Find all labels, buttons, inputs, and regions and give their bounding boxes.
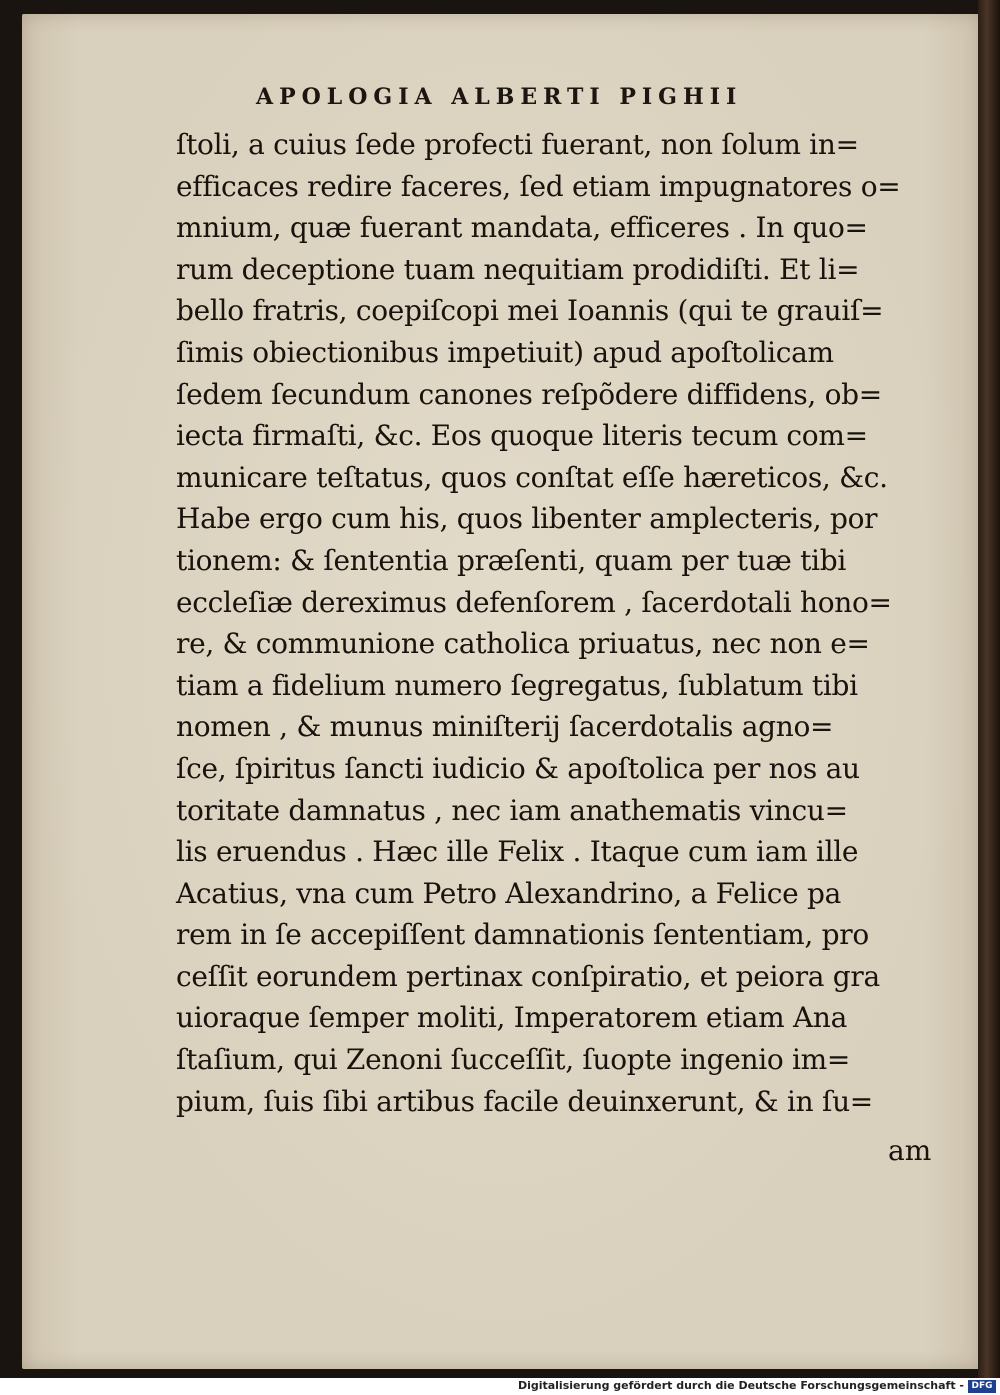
text-line: re, & communione catholica priuatus, nec non e= [176,627,870,661]
text-line: eccleſiæ dereximus defenſorem , ſacerdotali hono= [176,585,892,619]
digitization-footer [0,1378,1000,1395]
text-line: ſtoli, a cuius ſede profecti fuerant, non ſolum in= [176,128,859,161]
text-line: toritate damnatus , nec iam anathematis vincu= [176,793,848,827]
text-line: ſedem ſecundum canones reſpõdere diffidens, ob= [176,377,882,411]
text-line: tiam a fidelium numero ſegregatus, ſublatum tibi [176,668,858,702]
book-binding-edge [978,0,1000,1378]
dfg-logo: DFG [968,1380,996,1393]
text-line: Habe ergo cum his, quos libenter amplecteris, por [176,502,878,536]
running-head: APOLOGIA ALBERTI PIGHII [256,84,743,110]
text-line: nomen , & munus miniſterij ſacerdotalis agno= [176,710,834,744]
text-line: rum deceptione tuam nequitiam prodidiſti. Et li= [176,252,860,286]
text-line: efficaces redire faceres, ſed etiam impugnatores o= [176,169,901,203]
text-line: ceſſit eorundem pertinax conſpiratio, et peiora gra [176,959,880,993]
text-line: pium, ſuis ſibi artibus facile deuinxerunt, & in ſu= [176,1084,873,1118]
text-line: Acatius, vna cum Petro Alexandrino, a Felice pa [176,876,842,910]
text-line: tionem: & ſententia præſenti, quam per tuæ tibi [176,543,846,577]
text-line: ſtaſium, qui Zenoni ſucceſſit, ſuopte ingenio im= [176,1043,851,1077]
text-line: iecta firmaſti, &c. Eos quoque literis tecum com= [176,419,868,453]
text-line: rem in ſe accepiſſent damnationis ſententiam, pro [176,918,869,952]
body-text [176,124,936,1122]
text-line: lis eruendus . Hæc ille Felix . Itaque cum iam ille [176,835,859,869]
text-line: bello fratris, coepiſcopi mei Ioannis (qui te grauiſ= [176,294,884,328]
text-line: mnium, quæ fuerant mandata, efficeres . In quo= [176,211,868,245]
text-line: municare teſtatus, quos conſtat eſſe hæreticos, &c. [176,460,888,494]
funding-notice: Digitalisierung gefördert durch die Deutsche Forschungsgemeinschaft - [517,1379,964,1392]
text-line: uioraque ſemper moliti, Imperatorem etiam Ana [176,1001,848,1035]
text-line: ſimis obiectionibus impetiuit) apud apoſtolicam [176,335,834,369]
catchword: am [888,1134,932,1167]
text-line: ſce, ſpiritus ſancti iudicio & apoſtolica per nos au [176,751,860,785]
